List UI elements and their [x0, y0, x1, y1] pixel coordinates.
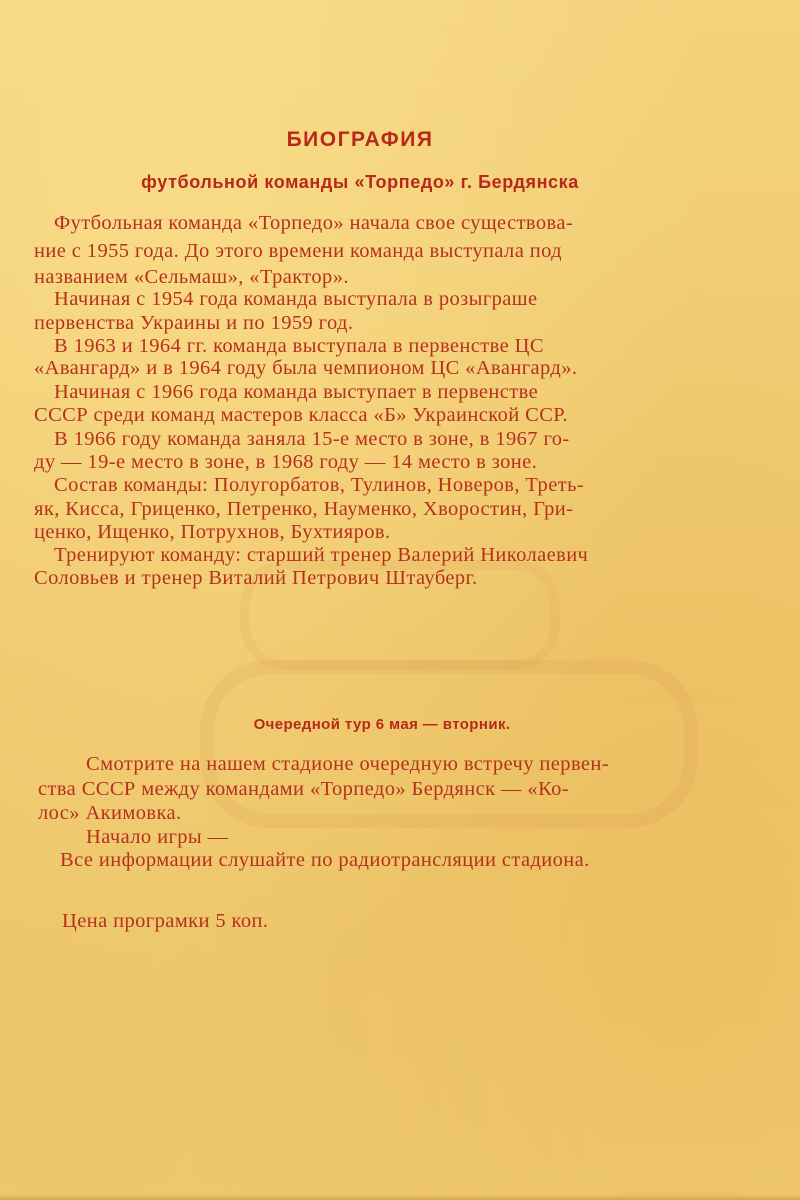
page-title: БИОГРАФИЯ	[286, 128, 434, 151]
body-line: Соловьев и тренер Виталий Петрович Штауберг.	[34, 567, 478, 589]
paper-edge	[0, 1194, 800, 1200]
body-line: СССР среди команд мастеров класса «Б» Украинской ССР.	[34, 404, 569, 426]
body-line: Футбольная команда «Торпедо» начала свое существова-	[54, 212, 574, 234]
body-line: В 1963 и 1964 гг. команда выступала в первенстве ЦС	[54, 335, 544, 357]
announcement-line: ства СССР между командами «Торпедо» Бердянск — «Ко-	[38, 778, 570, 800]
price-label: Цена програмки 5 коп.	[62, 910, 269, 932]
announcement-line: Начало игры —	[86, 826, 229, 848]
body-line: ду — 19-е место в зоне, в 1968 году — 14 место в зоне.	[34, 451, 538, 473]
body-line: ценко, Ищенко, Потрухнов, Бухтияров.	[34, 521, 391, 543]
announcement-line: Смотрите на нашем стадионе очередную встречу первен-	[86, 753, 609, 775]
page-subtitle: футбольной команды «Торпедо» г. Бердянска	[141, 172, 579, 192]
body-line: Начиная с 1954 года команда выступала в розыграше	[54, 288, 538, 310]
body-line: первенства Украины и по 1959 год.	[34, 312, 354, 334]
body-line: ние с 1955 года. До этого времени команда выступала под	[34, 240, 562, 262]
reverse-side-bleed-through	[200, 660, 698, 828]
body-line: В 1966 году команда заняла 15-е место в зоне, в 1967 го-	[54, 428, 570, 450]
body-line: названием «Сельмаш», «Трактор».	[34, 266, 349, 288]
body-line: Тренируют команду: старший тренер Валерий Николаевич	[54, 544, 589, 566]
body-line: Начиная с 1966 года команда выступает в первенстве	[54, 381, 539, 403]
body-line: «Авангард» и в 1964 году была чемпионом ЦС «Авангард».	[34, 357, 578, 379]
announcement-line: Все информации слушайте по радиотрансляции стадиона.	[60, 849, 590, 871]
body-line: Состав команды: Полугорбатов, Тулинов, Новеров, Треть-	[54, 474, 585, 496]
body-line: як, Кисса, Гриценко, Петренко, Науменко, Хворостин, Гри-	[34, 498, 574, 520]
next-round-heading: Очередной тур 6 мая — вторник.	[253, 716, 511, 733]
announcement-line: лос» Акимовка.	[38, 802, 182, 824]
